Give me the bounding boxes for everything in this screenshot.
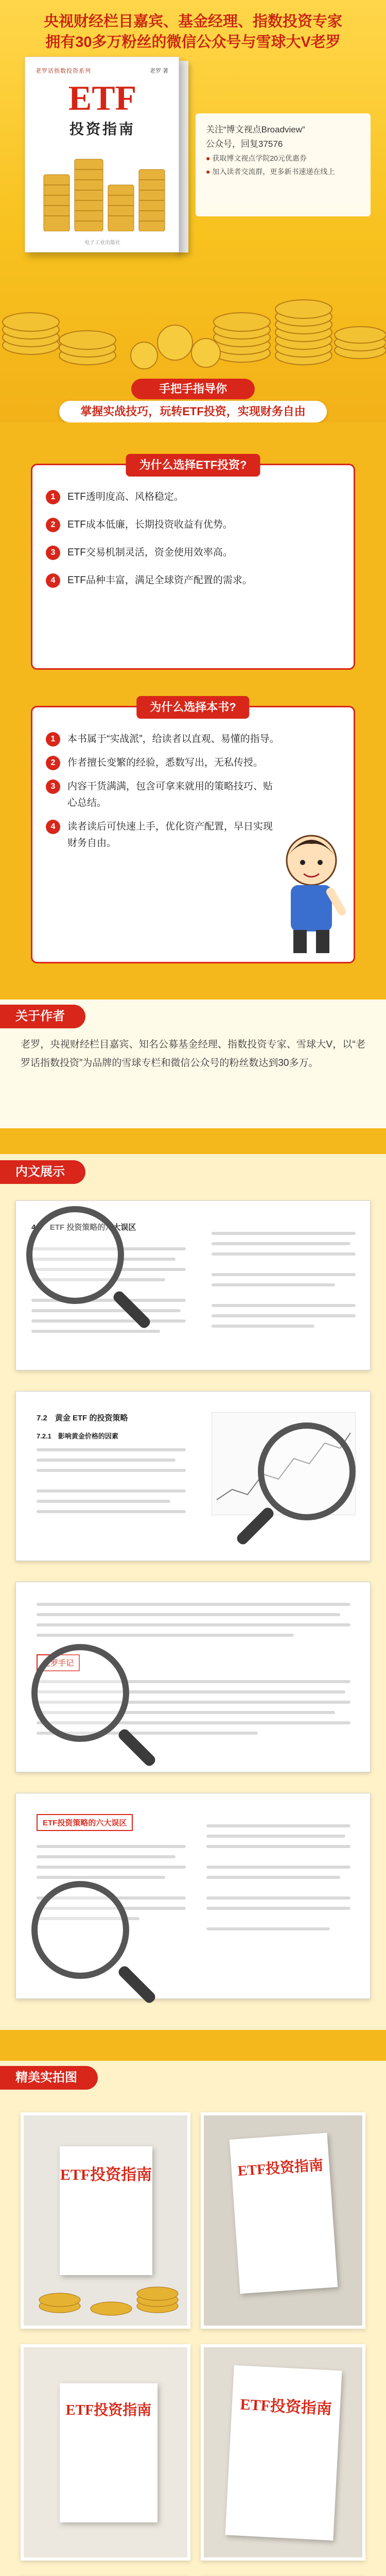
product-photo-3 (21, 2344, 190, 2561)
about-author-text: 老罗，央视财经栏目嘉宾、知名公募基金经理、指数投资专家、雪球大V，以“老罗话指数投资”为品牌的雪球专栏和微信公众号的粉丝数达到30多万。 (21, 1039, 365, 1069)
text-line (37, 1489, 186, 1493)
text-line (212, 1232, 356, 1235)
text-line (37, 1459, 176, 1462)
text-line (37, 1510, 186, 1513)
content-showcase-section (0, 1154, 386, 2030)
list-item (46, 755, 282, 771)
text-line (31, 1309, 181, 1312)
text-line (212, 1273, 356, 1276)
text-line (37, 1623, 350, 1626)
sample-page-2-subheading: 7.2.1 影响黄金价格的因素 (37, 1432, 118, 1440)
list-item-text: ETF透明度高、风格稳定。 (67, 492, 184, 502)
magnifier-icon (31, 1644, 129, 1742)
list-item (46, 517, 343, 533)
sample-page-4 (15, 1793, 371, 1999)
list-item-text: 本书属于“实战派”，给读者以直观、易懂的指导。 (67, 734, 279, 744)
text-line (206, 1835, 345, 1838)
promo-line3 (206, 151, 360, 165)
list-item (46, 778, 282, 811)
book-cover (25, 57, 179, 252)
list-item-text: ETF品种丰富，满足全球资产配置的需求。 (67, 575, 252, 586)
number-badge-icon: 2 (46, 518, 60, 532)
list-item-text: 内容干货满满，包含可拿来就用的策略技巧、贴心总结。 (67, 781, 273, 808)
bullet-dot-icon: ● (206, 154, 210, 162)
number-badge-icon: 3 (46, 779, 60, 794)
sample-page-2 (15, 1391, 371, 1561)
photo-book-title: ETF投资指南 (60, 2166, 152, 2183)
hero-banner (0, 0, 386, 422)
gold-coins-illustration (0, 242, 386, 376)
promo-line3-text: 获取博文视点学院20元优惠券 (212, 154, 307, 162)
promo-box (196, 113, 371, 216)
text-line (206, 1896, 350, 1900)
text-line (206, 1866, 350, 1869)
book-title-main: ETF (68, 78, 137, 117)
book-title-sub: 投资指南 (69, 121, 135, 137)
list-item-text: 读者读后可快速上手，优化资产配置，早日实现财务自由。 (67, 821, 273, 849)
text-line (37, 1845, 186, 1848)
cartoon-character-icon (268, 824, 355, 958)
promo-line4 (206, 165, 360, 178)
list-item (46, 731, 282, 748)
photo-book-title: ETF投资指南 (65, 2402, 152, 2418)
text-line (37, 1634, 294, 1637)
list-item (46, 819, 282, 852)
list-item-text: ETF成本低廉，长期投资收益有优势。 (67, 519, 233, 530)
number-badge-icon: 2 (46, 756, 60, 770)
hero-headline-line2: 拥有30多万粉丝的微信公众号与雪球大V老罗 (45, 34, 341, 50)
list-item (46, 545, 343, 561)
text-line (37, 1613, 340, 1616)
magnifier-handle-icon (116, 1964, 157, 2005)
promo-line1: 关注“博文视点Broadview” (206, 125, 305, 134)
hero-headline-line1: 央视财经栏目嘉宾、基金经理、指数投资专家 (43, 13, 342, 30)
text-line (212, 1314, 356, 1317)
text-line (206, 1845, 350, 1848)
why-book-list (46, 731, 282, 859)
photo-book-cover (60, 2146, 152, 2275)
text-line (31, 1319, 186, 1323)
product-photo-2 (201, 2112, 365, 2329)
list-item (46, 572, 343, 589)
sample-page-3-boxtitle: 老罗手记 (37, 1654, 80, 1671)
magnifier-icon (26, 1206, 124, 1304)
number-badge-icon: 4 (46, 820, 60, 834)
text-line (37, 1448, 186, 1451)
sample-page-3 (15, 1582, 371, 1772)
number-badge-icon: 3 (46, 546, 60, 560)
photo-book-cover (230, 2133, 338, 2294)
promo-line2: 公众号，回复37576 (206, 139, 283, 149)
text-line (37, 1866, 186, 1869)
text-line (31, 1330, 160, 1333)
why-etf-card (31, 459, 355, 670)
coin-stack-illustration (33, 144, 171, 231)
magnifier-icon (31, 1881, 129, 1979)
text-line (212, 1304, 356, 1307)
hero-slogan: 掌握实战技巧，玩转ETF投资，实现财务自由 (59, 401, 327, 422)
sample-page-2-heading: 7.2 黄金 ETF 的投资策略 (37, 1414, 128, 1422)
text-line (37, 1855, 176, 1858)
photos-heading: 精美实拍图 (0, 2066, 98, 2090)
product-photo-1 (21, 2112, 190, 2329)
product-photos-section (0, 2061, 386, 2576)
magnifier-icon (258, 1422, 356, 1520)
text-line (206, 1907, 350, 1910)
text-line (37, 1876, 165, 1879)
bullet-dot-icon: ● (206, 167, 210, 176)
list-item-text: 作者擅长变繁的经验，悉数写出，无私传授。 (67, 757, 264, 768)
promo-line4-text: 加入读者交流群，更多新书速递在线上 (212, 167, 335, 176)
about-author-heading: 关于作者 (0, 1005, 85, 1028)
text-line (206, 1876, 340, 1879)
showcase-heading: 内文展示 (0, 1160, 85, 1184)
why-etf-list (46, 489, 343, 600)
why-etf-heading: 为什么选择ETF投资? (126, 454, 260, 477)
list-item-text: ETF交易机制灵活，资金使用效率高。 (67, 547, 233, 558)
book-series-label: 老罗话指数投资系列 (36, 68, 91, 74)
text-line (206, 1927, 330, 1930)
text-line (212, 1252, 356, 1256)
text-line (212, 1325, 314, 1328)
about-author-section (0, 999, 386, 1128)
sample-page-4-boxtitle: ETF投资策略的六大误区 (37, 1814, 133, 1831)
text-line (212, 1283, 335, 1286)
text-line (37, 1603, 350, 1606)
book-publisher: 电子工业出版社 (84, 240, 120, 246)
book-author-label: 老罗 著 (149, 68, 168, 74)
photo-book-cover (60, 2383, 157, 2522)
number-badge-icon: 1 (46, 490, 60, 504)
text-line (37, 1469, 186, 1472)
text-line (212, 1242, 350, 1245)
sample-page-1 (15, 1200, 371, 1370)
list-item (46, 489, 343, 505)
why-book-heading: 为什么选择本书? (136, 696, 249, 719)
number-badge-icon: 4 (46, 573, 60, 588)
photo-book-title: ETF投资指南 (239, 2396, 332, 2418)
product-photo-4 (201, 2344, 365, 2561)
photo-book-title: ETF投资指南 (237, 2157, 324, 2179)
text-line (37, 1500, 170, 1503)
number-badge-icon: 1 (46, 732, 60, 747)
photo-book-cover (225, 2365, 342, 2541)
photo-coins-icon (34, 2270, 183, 2321)
hero-tag: 手把手指导你 (131, 379, 255, 399)
text-line (206, 1824, 350, 1827)
sample-page-1-heading: 4.5 ETF 投资策略的六大误区 (31, 1223, 136, 1232)
